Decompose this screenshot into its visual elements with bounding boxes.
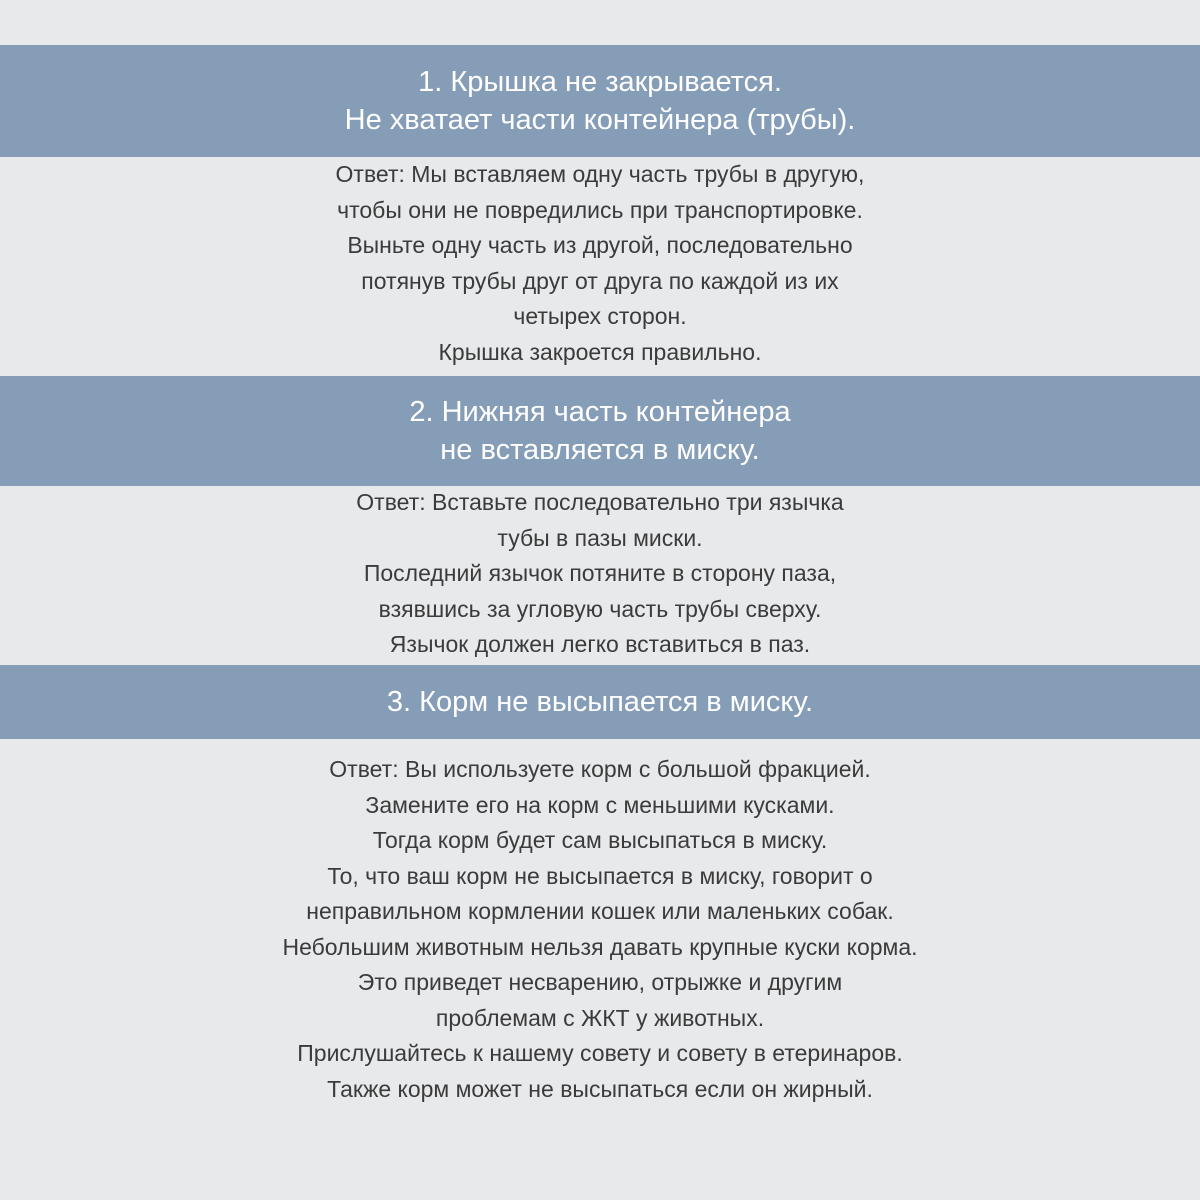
answer-2-line-2: тубы в пазы миски. (497, 524, 703, 551)
question-3-header (0, 665, 1200, 739)
answer-1-line-2: чтобы они не повредились при транспортировке. (337, 196, 863, 223)
answer-1-line-6: Крышка закроется правильно. (438, 338, 762, 365)
question-3-line-1: 3. Корм не высыпается в миску. (386, 686, 814, 718)
answer-3-line-5: неправильном кормлении кошек или маленьких собак. (306, 898, 894, 924)
answer-1-line-1: Ответ: Мы вставляем одну часть трубы в другую, (335, 161, 865, 187)
question-1-line-1: 1. Крышка не закрывается. (418, 66, 782, 98)
answer-3-line-4: То, что ваш корм не высыпается в миску, говорит о (327, 862, 873, 889)
answer-3 (0, 752, 1200, 1107)
question-2-header (0, 376, 1200, 486)
answer-2-line-4: взявшись за угловую часть трубы сверху. (378, 595, 822, 622)
answer-3-line-6: Небольшим животным нельзя давать крупные куски корма. (282, 933, 918, 960)
answer-3-line-2: Замените его на корм с меньшими кусками. (365, 791, 835, 818)
answer-1-line-4: потянув трубы друг от друга по каждой из их (361, 267, 839, 294)
answer-2-line-1: Ответ: Вставьте последовательно три язычка (356, 489, 844, 515)
question-2-line-1: 2. Нижняя часть контейнера (409, 396, 791, 428)
answer-1-line-5: четырех сторон. (513, 303, 687, 329)
answer-3-line-7: Это приведет несварению, отрыжке и другим (357, 969, 843, 995)
answer-2-line-3: Последний язычок потяните в сторону паза, (363, 560, 837, 586)
question-1-line-2: Не хватает части контейнера (трубы). (344, 104, 856, 136)
question-1-header (0, 45, 1200, 157)
answer-3-line-8: проблемам с ЖКТ у животных. (435, 1004, 765, 1031)
answer-3-line-10: Также корм может не высыпаться если он жирный. (327, 1075, 873, 1102)
question-2-line-2: не вставляется в миску. (440, 434, 760, 466)
answer-2-line-5: Язычок должен легко вставиться в паз. (389, 631, 811, 657)
answer-3-line-9: Прислушайтесь к нашему совету и совету в етеринаров. (297, 1040, 903, 1066)
answer-1 (0, 157, 1200, 370)
answer-3-line-3: Тогда корм будет сам высыпаться в миску. (372, 827, 828, 853)
answer-3-line-1: Ответ: Вы используете корм с большой фракцией. (329, 756, 871, 782)
answer-2 (0, 485, 1200, 663)
answer-1-line-3: Выньте одну часть из другой, последовательно (347, 232, 853, 258)
